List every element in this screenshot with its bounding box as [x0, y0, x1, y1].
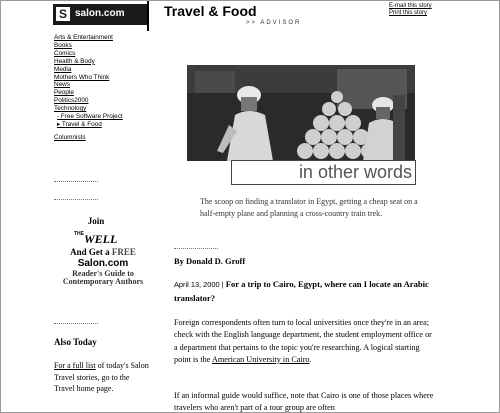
dotted-divider	[174, 248, 218, 249]
nav-item[interactable]: Politics2000	[54, 97, 89, 105]
american-university-link[interactable]: American University in Cairo	[211, 354, 310, 364]
nav-item[interactable]: Mothers Who Think	[54, 73, 110, 81]
promo-brand: Salon.com	[77, 258, 129, 269]
in-other-words-banner	[231, 160, 416, 185]
advisor-label: >> ADVISOR	[246, 20, 302, 26]
also-today-text	[54, 360, 150, 395]
section-nav	[54, 34, 146, 142]
well-promo[interactable]	[57, 216, 149, 286]
dotted-divider	[54, 199, 98, 200]
nav-item[interactable]: Books	[54, 41, 72, 49]
para1-end: .	[309, 354, 312, 364]
byline: By Donald D. Groff	[174, 256, 246, 266]
hero-photo	[187, 65, 415, 161]
nav-item[interactable]: Comics	[54, 49, 76, 57]
nav-item[interactable]: Technology	[54, 105, 87, 113]
article-blurb: The scoop on finding a translator in Egypt, getting a cheap seat on a half-empty plane and planning a cross-country train trek.	[200, 197, 418, 218]
promo-join: Join	[87, 216, 105, 226]
salon-logo[interactable]	[53, 4, 147, 25]
promo-and-get: And Get a	[70, 247, 112, 257]
well-the: THE	[74, 231, 84, 237]
full-list-link[interactable]: For a full list	[54, 361, 96, 370]
print-story-link[interactable]: Print this story	[389, 10, 428, 16]
promo-free: FREE	[111, 247, 136, 257]
nav-item[interactable]: News	[54, 81, 70, 89]
nav-item[interactable]: Media	[54, 65, 72, 73]
promo-free-line	[57, 247, 149, 257]
story-tools	[389, 3, 432, 17]
nav-item[interactable]: Arts & Entertainment	[54, 34, 113, 41]
nav-subitem[interactable]: - Free Software Project	[57, 113, 123, 121]
nav-item[interactable]: People	[54, 89, 74, 97]
question	[174, 278, 439, 304]
also-today-title: Also Today	[54, 337, 97, 347]
email-story-link[interactable]: E-mail this story	[389, 3, 432, 9]
nav-item[interactable]: Health & Body	[54, 57, 95, 65]
section-title: Travel & Food	[164, 3, 257, 19]
header-divider	[147, 1, 149, 31]
question-text: For a trip to Cairo, Egypt, where can I locate an Arabic translator?	[174, 279, 429, 303]
well-logo-icon	[72, 229, 134, 245]
promo-guide: Reader's Guide to Contemporary Authors	[62, 269, 144, 287]
in-other-words-text: in other words	[298, 162, 412, 182]
para1-text: Foreign correspondents often turn to local universities once they're in an area; check with the English language department, the student employment office or a department that pertains to the topic you're researching. A logical starting point is the	[174, 318, 432, 364]
dotted-divider	[54, 181, 98, 182]
well-word: WELL	[84, 232, 118, 245]
answer-paragraph-2: If an informal guide would suffice, note that Cairo is one of those places where travelers who aren't part of a tour group are often	[174, 391, 434, 413]
nav-subitem-current[interactable]: ▸ Travel & Food	[57, 120, 102, 128]
answer-paragraph	[174, 317, 436, 366]
photo-market-scene-icon	[187, 65, 415, 161]
article-date: April 13, 2000 |	[174, 280, 224, 289]
also-today-body: of today's Salon Travel stories, go to the Travel home page.	[54, 361, 149, 394]
dotted-divider	[54, 323, 98, 324]
nav-columnists[interactable]: Columnists	[54, 133, 86, 141]
salon-s-icon: S	[56, 7, 70, 21]
logo-text: salon.com	[75, 8, 125, 19]
